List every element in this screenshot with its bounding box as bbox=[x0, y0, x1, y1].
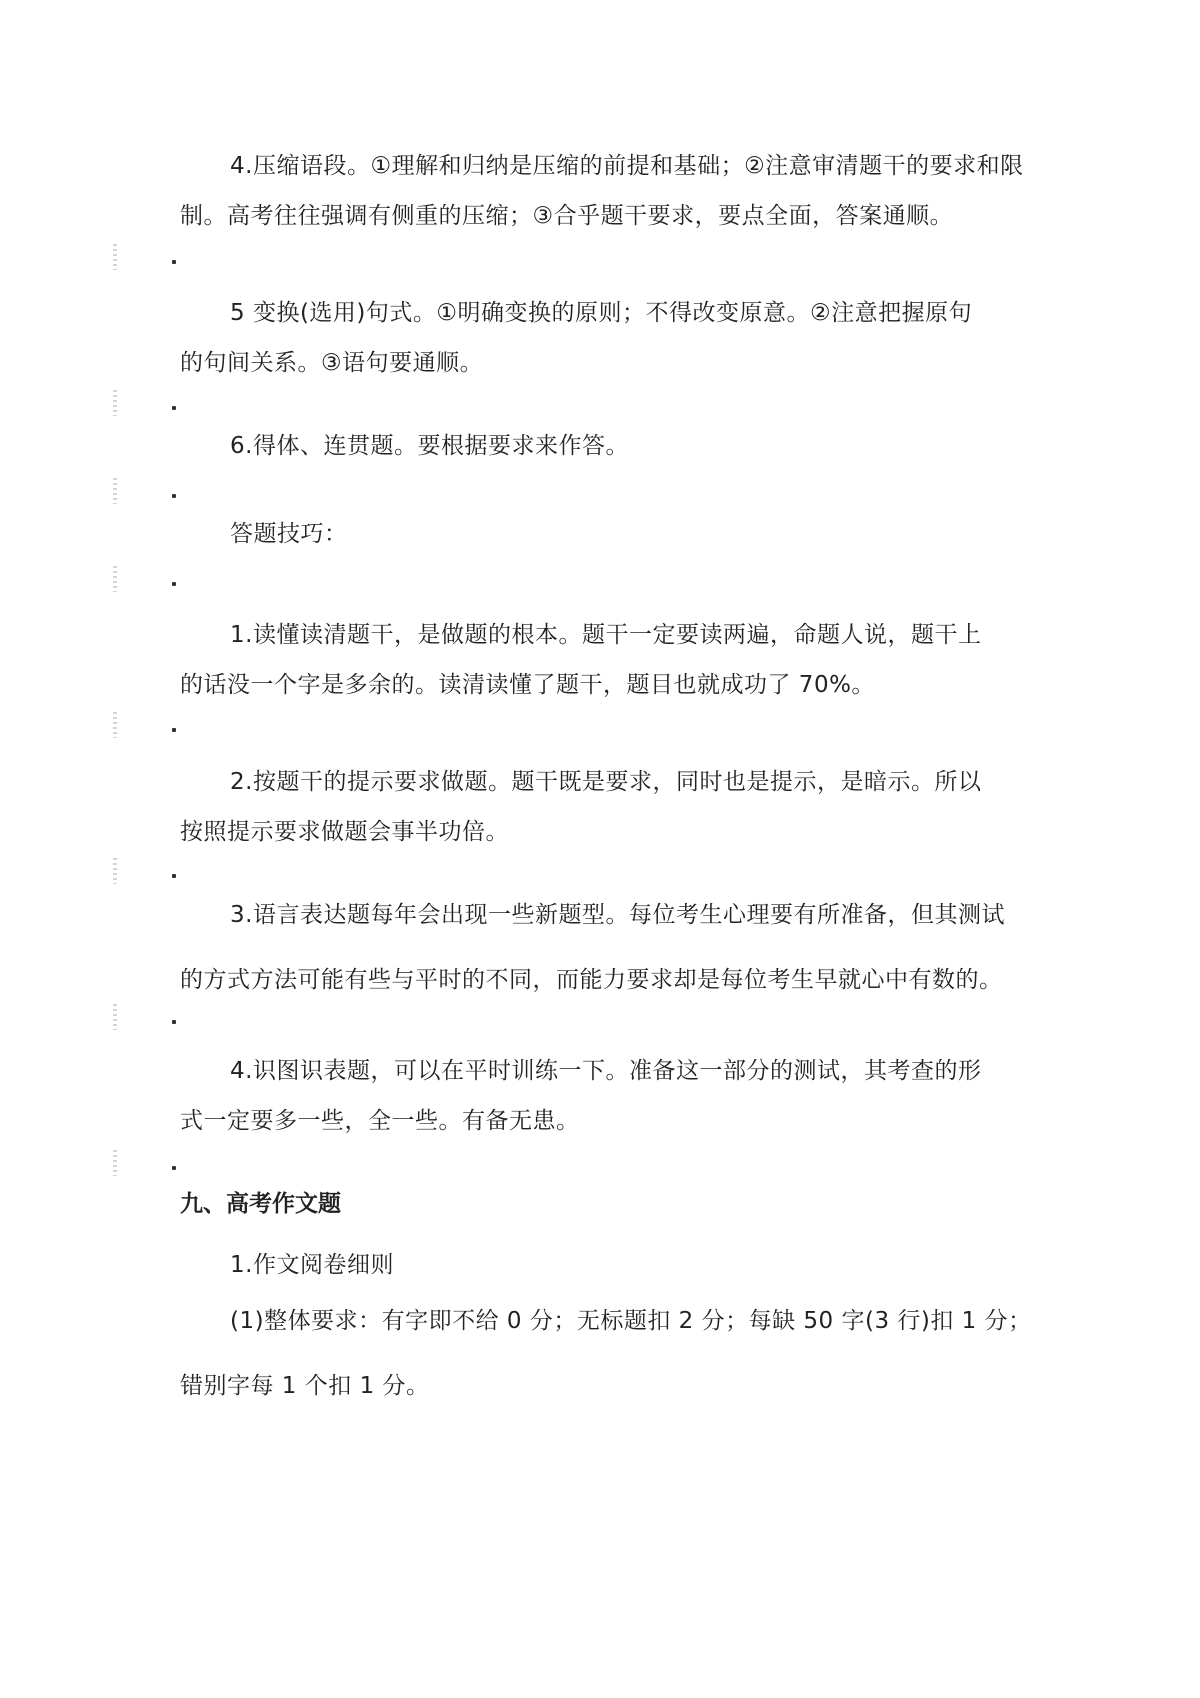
paragraph-line: 错别字每 1 个扣 1 分。 bbox=[180, 1373, 430, 1399]
paragraph-line: 制。高考往往强调有侧重的压缩；③合乎题干要求，要点全面，答案通顺。 bbox=[180, 203, 954, 229]
paragraph-line: 的句间关系。③语句要通顺。 bbox=[180, 350, 484, 376]
paragraph-compress-passage bbox=[180, 141, 1040, 241]
section-heading: 九、高考作文题 bbox=[180, 1191, 341, 1217]
margin-mark bbox=[113, 478, 117, 504]
paragraph-tip-read-question bbox=[180, 610, 1040, 710]
paragraph-line: 2.按题干的提示要求做题。题干既是要求，同时也是提示，是暗示。所以 bbox=[230, 769, 982, 795]
paragraph-line: 4.识图识表题，可以在平时训练一下。准备这一部分的测试，其考查的形 bbox=[230, 1058, 982, 1084]
paragraph-line: 答题技巧： bbox=[230, 521, 348, 547]
paragraph-line: 4.压缩语段。①理解和归纳是压缩的前提和基础；②注意审清题干的要求和限 bbox=[230, 153, 1024, 179]
paragraph-line: (1)整体要求：有字即不给 0 分；无标题扣 2 分；每缺 50 字(3 行)扣 1 分； bbox=[230, 1308, 1032, 1334]
paragraph-line: 的方式方法可能有些与平时的不同，而能力要求却是每位考生早就心中有数的。 bbox=[180, 967, 1003, 993]
paragraph-sentence-transform bbox=[180, 288, 1040, 388]
paragraph-tip-new-question-types bbox=[180, 883, 1040, 1013]
paragraph-line: 1.读懂读清题干，是做题的根本。题干一定要读两遍，命题人说，题干上 bbox=[230, 622, 982, 648]
paragraph-line: 5 变换(选用)句式。①明确变换的原则；不得改变原意。②注意把握原句 bbox=[230, 300, 973, 326]
paragraph-line: 6.得体、连贯题。要根据要求来作答。 bbox=[230, 433, 629, 459]
margin-mark bbox=[113, 1004, 117, 1030]
margin-mark bbox=[113, 712, 117, 738]
paragraph-tip-follow-hints bbox=[180, 757, 1040, 857]
margin-mark bbox=[113, 566, 117, 592]
paragraph-answer-tips-label bbox=[180, 509, 1040, 559]
paragraph-line: 1.作文阅卷细则 bbox=[230, 1252, 394, 1278]
bullet-dot bbox=[172, 260, 176, 264]
margin-mark bbox=[113, 1150, 117, 1176]
bullet-dot bbox=[172, 1166, 176, 1170]
margin-mark bbox=[113, 390, 117, 416]
margin-mark bbox=[113, 858, 117, 884]
bullet-dot bbox=[172, 874, 176, 878]
bullet-dot bbox=[172, 406, 176, 410]
paragraph-line: 3.语言表达题每年会出现一些新题型。每位考生心理要有所准备，但其测试 bbox=[230, 902, 1005, 928]
paragraph-tip-charts-tables bbox=[180, 1046, 1040, 1146]
paragraph-scoring-requirements bbox=[180, 1289, 1040, 1419]
sub-item-scoring-rules bbox=[180, 1240, 1040, 1290]
bullet-dot bbox=[172, 728, 176, 732]
bullet-dot bbox=[172, 1020, 176, 1024]
bullet-dot bbox=[172, 582, 176, 586]
paragraph-appropriate-coherent bbox=[180, 421, 1040, 471]
bullet-dot bbox=[172, 494, 176, 498]
paragraph-line: 式一定要多一些，全一些。有备无患。 bbox=[180, 1108, 580, 1134]
paragraph-line: 按照提示要求做题会事半功倍。 bbox=[180, 819, 509, 845]
margin-mark bbox=[113, 244, 117, 270]
paragraph-line: 的话没一个字是多余的。读清读懂了题干，题目也就成功了 70%。 bbox=[180, 672, 875, 698]
